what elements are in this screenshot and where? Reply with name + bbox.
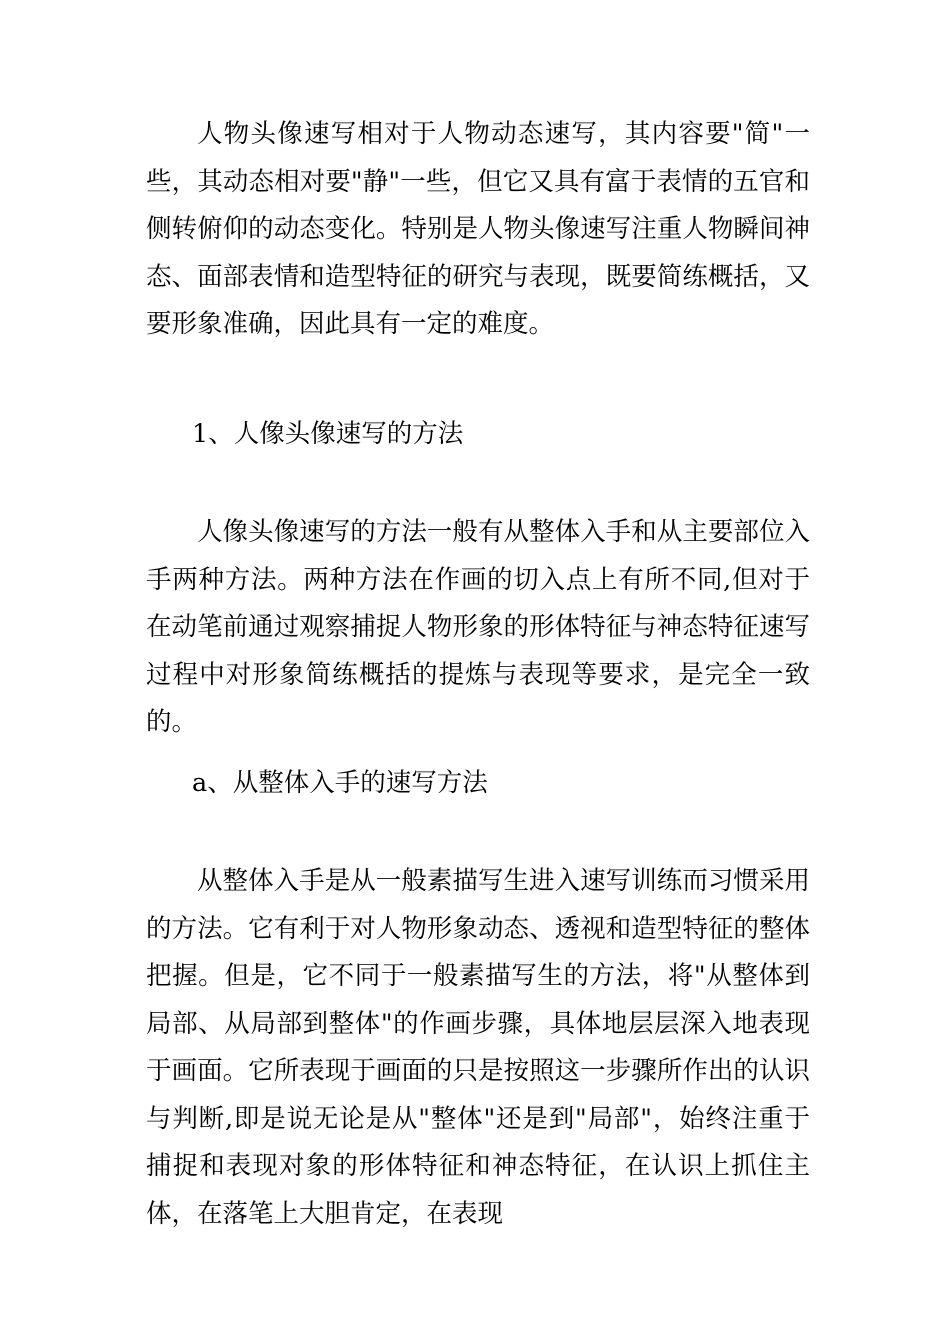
- paragraph-methods: 人像头像速写的方法一般有从整体入手和从主要部位入手两种方法。两种方法在作画的切入点上有所不同,但对于在动笔前通过观察捕捉人物形象的形体特征与神态特征速写过程中对形象简练概括的提炼与表现等要求，是完全一致的。: [146, 517, 810, 737]
- paragraph-whole-approach: 从整体入手是从一般素描写生进入速写训练而习惯采用的方法。它有利于对人物形象动态、透视和造型特征的整体把握。但是，它不同于一般素描写生的方法，将"从整体到局部、从局部到整体"的作画步骤，具体地层层深入地表现于画面。它所表现于画面的只是按照这一步骤所作出的认识与判断,即是说无论是从"整体"还是到"局部"，始终注重于捕捉和表现对象的形体特征和神态特征，在认识上抓住主体，在落笔上大胆肯定，在表现: [146, 866, 810, 1229]
- section-heading-whole-approach: a、从整体入手的速写方法: [192, 768, 488, 798]
- section-heading-methods: 1、人像头像速写的方法: [192, 419, 464, 449]
- paragraph-intro: 人物头像速写相对于人物动态速写，其内容要"简"一些，其动态相对要"静"一些，但它又具有富于表情的五官和侧转俯仰的动态变化。特别是人物头像速写注重人物瞬间神态、面部表情和造型特征的研究与表现，既要简练概括，又要形象准确，因此具有一定的难度。: [146, 119, 810, 339]
